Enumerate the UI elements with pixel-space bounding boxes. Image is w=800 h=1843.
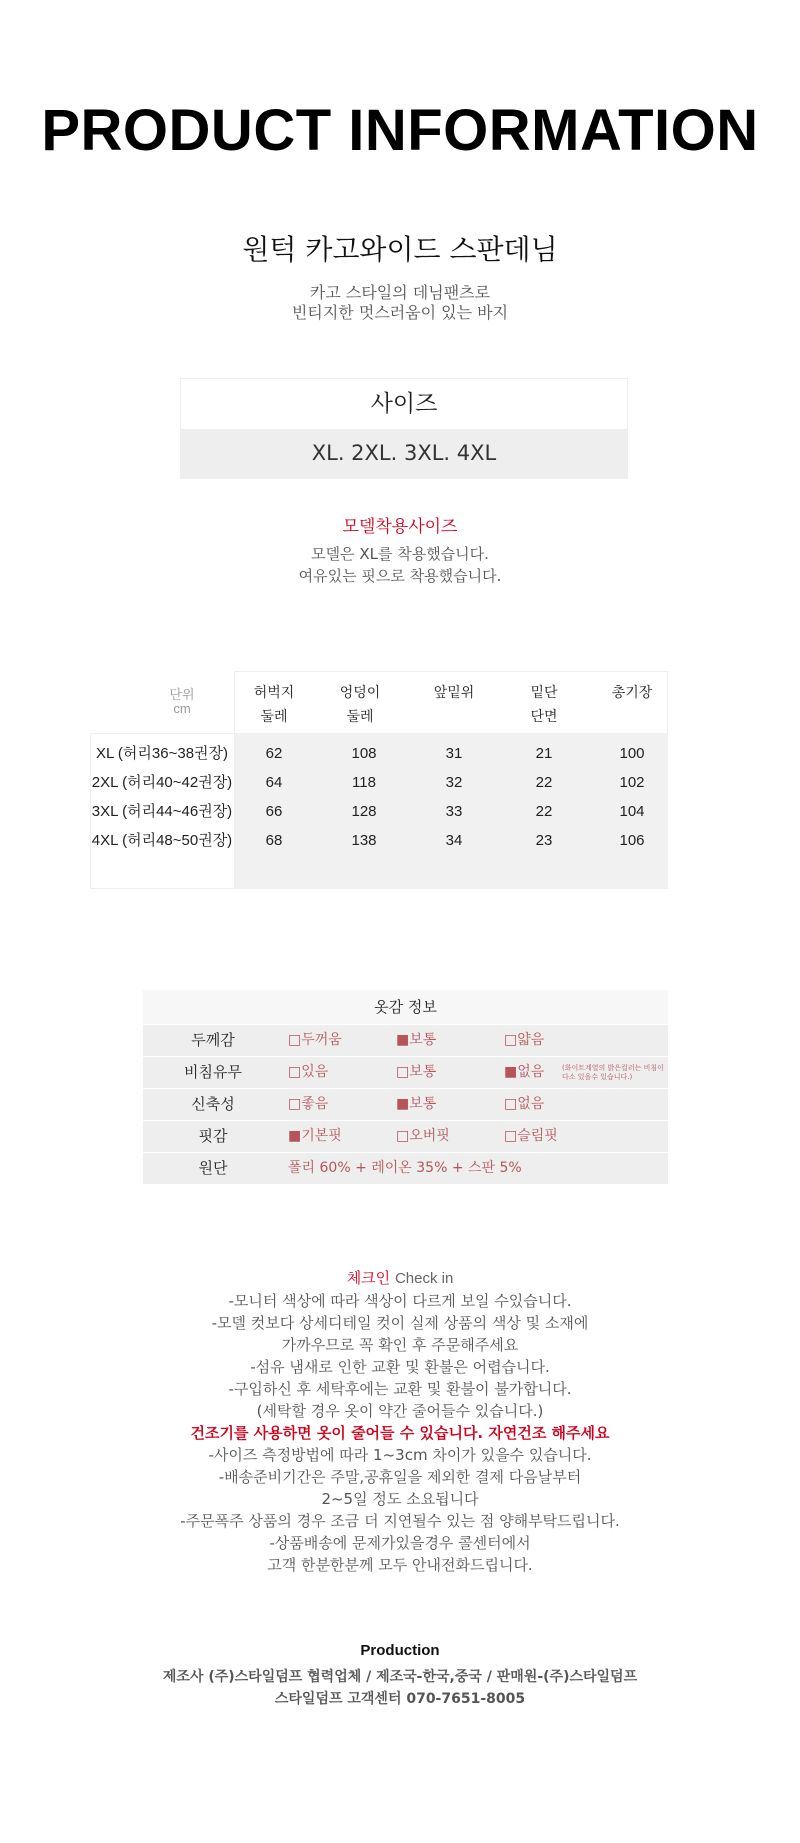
check-in-line: -구입하신 후 세탁후에는 교환 및 환불이 불가합니다. [228,1380,572,1398]
fabric-option: □보통 [396,1064,437,1080]
size-cell: 100 [619,745,645,762]
size-table-unit [152,689,212,715]
col-head-length [592,681,672,705]
size-row-label: 3XL (허리44~46권장) [91,803,233,820]
fabric-row-label: 핏감 [198,1127,228,1145]
size-cell: 23 [535,832,553,849]
size-cell: 66 [265,803,283,820]
fabric-option: □두꺼움 [288,1032,342,1048]
model-line: 모델은 XL를 착용했습니다. [311,545,489,563]
size-cell: 118 [352,774,376,791]
size-cell: 68 [265,832,283,849]
check-in-title-en: Check in [394,1270,454,1287]
unit-label: 단위 [169,688,195,703]
col-head-line: 밑단 [530,685,558,701]
check-in-line: 2~5일 정도 소요됩니다 [321,1490,479,1508]
size-table [90,671,668,889]
check-in-line: -모니터 색상에 따라 색상이 다르게 보일 수있습니다. [228,1292,572,1310]
size-cell: 22 [535,774,553,791]
size-cell: 32 [445,774,463,791]
size-cell: 106 [619,832,645,849]
fabric-option: ■보통 [396,1032,437,1048]
fabric-option: □있음 [288,1064,329,1080]
size-row-label: 4XL (허리48~50권장) [91,832,233,849]
col-head-line: 둘레 [260,709,288,725]
col-head-line: 엉덩이 [339,685,381,701]
check-in-title [0,1266,800,1290]
size-row-label: XL (허리36~38권장) [95,745,229,762]
check-in-title-ko: 체크인 [346,1269,391,1287]
production-title: Production [360,1642,440,1659]
col-head-line: 총기장 [611,685,653,701]
size-cell: 64 [265,774,283,791]
fabric-row-material [143,1153,668,1184]
check-in-line: 고객 한분한분께 모두 안내전화드립니다. [267,1556,533,1574]
size-box-sizes: XL. 2XL. 3XL. 4XL [181,429,627,478]
size-cell: 22 [535,803,553,820]
description-line: 빈티지한 멋스러움이 있는 바지 [291,303,509,322]
col-head-hip [320,681,400,729]
fabric-info-table [143,990,668,1184]
check-in-notice [0,1266,800,1576]
size-cell: 21 [535,745,553,762]
fabric-row-label: 원단 [198,1159,228,1177]
model-size-description [0,543,800,587]
size-cell: 31 [445,745,463,762]
description-line: 카고 스타일의 데님팬츠로 [309,283,491,302]
col-head-front-rise [414,681,494,705]
check-in-line: -사이즈 측정방법에 따라 1~3cm 차이가 있을수 있습니다. [208,1446,592,1464]
check-in-line: -상품배송에 문제가있을경우 콜센터에서 [269,1534,531,1552]
size-box [180,378,628,479]
size-box-label: 사이즈 [181,379,627,429]
fabric-row-fit [143,1121,668,1152]
fabric-row-thickness [143,1025,668,1056]
col-head-line: 허벅지 [253,685,295,701]
product-description [0,283,800,323]
fabric-composition: 폴리 60% + 레이온 35% + 스판 5% [288,1160,522,1176]
fabric-row-label: 비침유무 [184,1063,242,1081]
col-head-line: 단면 [530,709,558,725]
fabric-row-label: 두께감 [191,1031,235,1049]
page-title: PRODUCT INFORMATION [41,98,759,163]
product-name: 원턱 카고와이드 스판데님 [242,233,558,266]
size-cell: 33 [445,803,463,820]
model-size-title: 모델착용사이즈 [342,517,458,537]
col-head-hem [504,681,584,729]
fabric-sheerness-note: (화이트계열의 밝은컬러는 비침이 다소 있을수 있습니다.) [562,1064,664,1081]
fabric-option: □오버핏 [396,1128,450,1144]
check-in-line: (세탁할 경우 옷이 약간 줄어들수 있습니다.) [256,1402,544,1420]
size-cell: 62 [265,745,283,762]
fabric-option: ■보통 [396,1096,437,1112]
size-cell: 138 [351,832,377,849]
model-line: 여유있는 핏으로 착용했습니다. [298,567,502,585]
production-line: 제조사 (주)스타일덤프 협력업체 / 제조국-한국,중국 / 판매원-(주)스타일덤프 [162,1669,638,1685]
check-in-line: -배송준비기간은 주말,공휴일을 제외한 결제 다음날부터 [218,1468,582,1486]
production-line: 스타일덤프 고객센터 070-7651-8005 [274,1691,526,1707]
col-head-line: 앞밑위 [433,685,475,701]
production-info [0,1640,800,1710]
fabric-row-sheerness [143,1057,668,1088]
fabric-row-stretch [143,1089,668,1120]
check-in-line: 가까우므로 꼭 확인 후 주문해주세요 [281,1336,519,1354]
fabric-option: ■없음 [504,1064,545,1080]
size-row-label: 2XL (허리40~42권장) [91,774,233,791]
col-head-thigh [234,681,314,729]
fabric-info-title: 옷감 정보 [143,990,668,1024]
size-cell: 102 [619,774,645,791]
check-in-line: -주문폭주 상품의 경우 조금 더 지연될수 있는 점 양해부탁드립니다. [180,1512,620,1530]
fabric-option: □없음 [504,1096,545,1112]
check-in-line: -모델 컷보다 상세디테일 컷이 실제 상품의 색상 및 소재에 [211,1314,589,1332]
size-cell: 34 [445,832,463,849]
col-head-line: 둘레 [346,709,374,725]
size-cell: 128 [351,803,377,820]
check-in-warning: 건조기를 사용하면 옷이 줄어들 수 있습니다. 자연건조 해주세요 [190,1424,610,1442]
check-in-line: -섬유 냄새로 인한 교환 및 환불은 어렵습니다. [250,1358,550,1376]
fabric-option: □좋음 [288,1096,329,1112]
unit-value: cm [173,701,191,716]
fabric-row-label: 신축성 [191,1095,235,1113]
size-cell: 104 [619,803,645,820]
fabric-option: □얇음 [504,1032,545,1048]
size-cell: 108 [351,745,377,762]
fabric-option: ■기본핏 [288,1128,342,1144]
fabric-option: □슬림핏 [504,1128,558,1144]
